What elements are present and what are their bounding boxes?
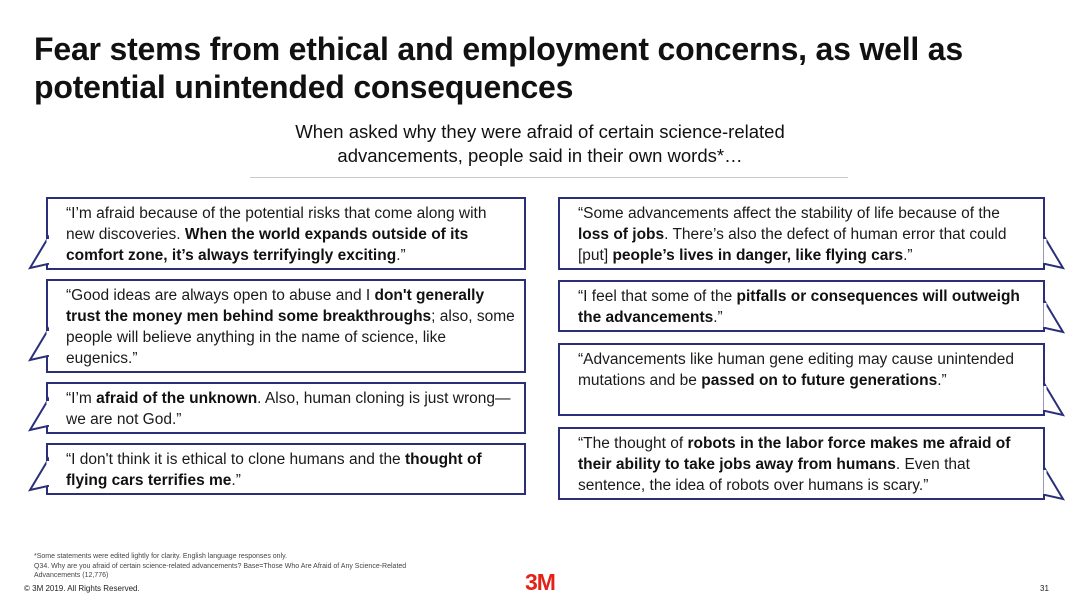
bubble-tail xyxy=(28,460,50,494)
quote-emphasis: passed on to future generations xyxy=(701,372,938,389)
quote-text: “I don't think it is ethical to clone humans and the xyxy=(66,451,405,468)
bubble-tail xyxy=(1043,302,1065,336)
quote-emphasis: afraid of the unknown xyxy=(96,390,258,407)
quote-emphasis: thought of flying cars terrifies me xyxy=(66,451,482,489)
quote-text: . Even that sentence, the idea of robots over humans is scary.” xyxy=(578,456,970,494)
quote-text: .” xyxy=(396,247,406,264)
quote-text: “I’m afraid because of the potential risks that come along with new discoveries. xyxy=(66,205,487,243)
quote-bubble xyxy=(558,197,1045,270)
3m-logo xyxy=(521,570,559,592)
quote-emphasis: robots in the labor force makes me afraid of their ability to take jobs away from humans xyxy=(578,435,1011,473)
bubble-tail xyxy=(28,400,50,434)
quote-text: “The thought of xyxy=(578,435,688,452)
quote-bubble xyxy=(558,343,1045,416)
quote-text: “Some advancements affect the stability of life because of the xyxy=(578,205,1000,222)
bubble-tail xyxy=(1043,238,1065,272)
quote-text: .” xyxy=(903,247,913,264)
page-number: 31 xyxy=(1040,584,1049,593)
quote-bubble xyxy=(46,279,526,373)
quote-emphasis: people’s lives in danger, like flying cars xyxy=(612,247,904,264)
bubble-tail xyxy=(1043,469,1065,503)
quote-emphasis: When the world expands outside of its comfort zone, it’s always terrifyingly exciting xyxy=(66,226,469,264)
quote-bubble xyxy=(558,280,1045,332)
quote-text: . There’s also the defect of human error that could [put] xyxy=(578,226,1007,264)
footnote-line: *Some statements were edited lightly for clarity. English language responses only. xyxy=(34,553,288,560)
divider xyxy=(250,177,848,178)
quote-text: “Advancements like human gene editing may cause unintended mutations and be xyxy=(578,351,1014,389)
quote-text: “I’m xyxy=(66,390,97,407)
bubble-tail xyxy=(1043,385,1065,419)
quote-bubble xyxy=(46,382,526,434)
quote-emphasis: loss of jobs xyxy=(578,226,665,243)
quote-bubble xyxy=(46,443,526,495)
quote-text: ; also, some people will believe anything in the name of science, like eugenics.” xyxy=(66,308,515,367)
quote-emphasis: don't generally trust the money men behind some breakthroughs xyxy=(66,287,485,325)
3m-logo-text: 3M xyxy=(525,570,555,592)
quote-emphasis: pitfalls or consequences will outweigh the advancements xyxy=(578,288,1020,326)
quote-bubble xyxy=(46,197,526,270)
slide-subtitle: When asked why they were afraid of certain science-related advancements, people said in their own words*… xyxy=(295,121,785,166)
slide-title: Fear stems from ethical and employment concerns, as well as potential unintended consequences xyxy=(34,31,963,105)
quote-text: .” xyxy=(713,309,723,326)
quote-text: . Also, human cloning is just wrong—we are not God.” xyxy=(66,390,511,428)
footnote-line: Q34. Why are you afraid of certain science-related advancements? Base=Those Who Are Afraid of Any Science-Related xyxy=(34,563,407,570)
footnote-line: Advancements (12,776) xyxy=(34,572,109,579)
quote-text: “I feel that some of the xyxy=(578,288,737,305)
quote-bubble xyxy=(558,427,1045,500)
quote-text: .” xyxy=(937,372,947,389)
copyright: © 3M 2019. All Rights Reserved. xyxy=(24,584,140,593)
bubble-tail xyxy=(28,330,50,364)
quote-text: .” xyxy=(231,472,241,489)
quote-text: “Good ideas are always open to abuse and I xyxy=(66,287,375,304)
bubble-tail xyxy=(28,238,50,272)
